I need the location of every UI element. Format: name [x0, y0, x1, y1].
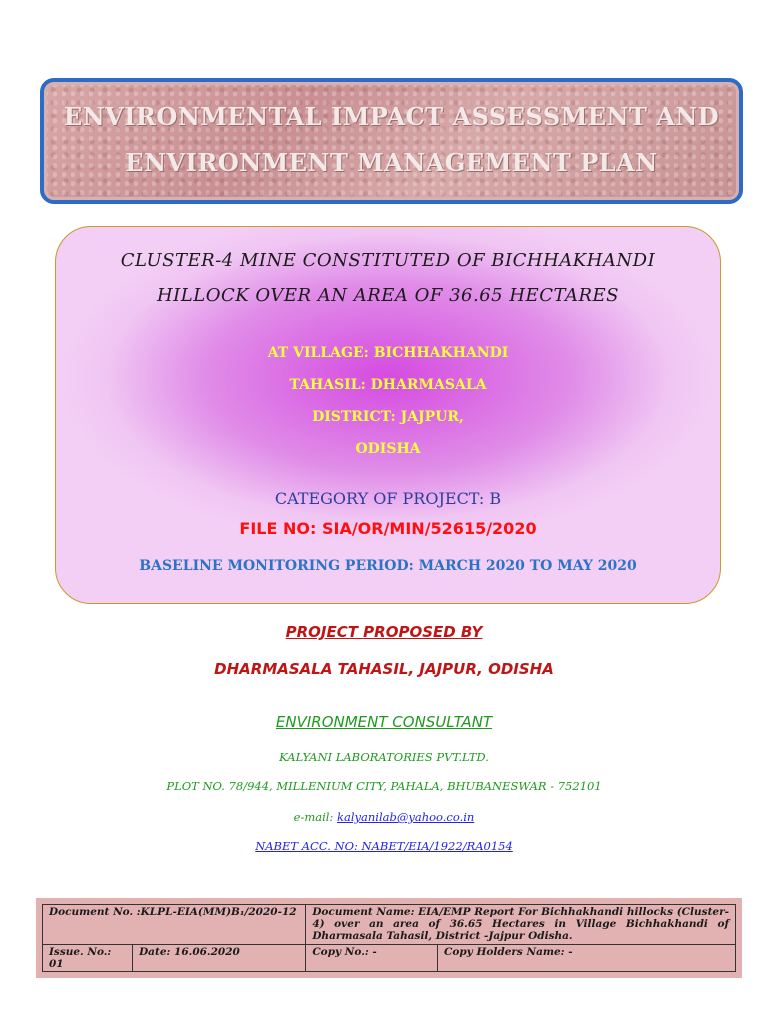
tahasil-label: TAHASIL: DHARMASALA [289, 377, 487, 393]
file-number: FILE NO: SIA/OR/MIN/52615/2020 [239, 519, 537, 538]
document-control-footer [36, 898, 742, 978]
nabet-accreditation-link[interactable]: NABET ACC. NO: NABET/EIA/1922/RA0154 [255, 839, 513, 853]
consultant-email-line [0, 810, 768, 824]
title-line-1: ENVIRONMENTAL IMPACT ASSESSMENT AND [63, 102, 720, 131]
proposed-by-heading: PROJECT PROPOSED BY [285, 623, 483, 641]
title-line-2: ENVIRONMENT MANAGEMENT PLAN [125, 148, 658, 177]
copy-holders-cell: Copy Holders Name: - [437, 944, 735, 971]
document-name-cell: Document Name: EIA/EMP Report For Bichhakhandi hillocks (Cluster-4) over an area of 36.65 Hectares in Village Bichhakhandi of Dharmasala Tahasil, District -Jajpur Odisha. [306, 905, 736, 945]
email-link[interactable]: kalyanilab@yahoo.co.in [337, 810, 475, 824]
state-label: ODISHA [355, 441, 421, 457]
project-category: CATEGORY OF PROJECT: B [274, 489, 502, 508]
project-name-line-2: HILLOCK OVER AN AREA OF 36.65 HECTARES [156, 285, 620, 306]
date-cell: Date: 16.06.2020 [133, 944, 306, 971]
proposer-name: DHARMASALA TAHASIL, JAJPUR, ODISHA [214, 660, 554, 678]
title-banner [40, 78, 743, 204]
district-label: DISTRICT: JAJPUR, [312, 409, 464, 425]
email-label: e-mail: [293, 810, 338, 824]
consultant-name: KALYANI LABORATORIES PVT.LTD. [279, 750, 489, 764]
issue-number-cell: Issue. No.: 01 [43, 944, 133, 971]
baseline-period: BASELINE MONITORING PERIOD: MARCH 2020 TO MAY 2020 [139, 558, 637, 574]
document-control-table [42, 904, 736, 972]
consultant-heading: ENVIRONMENT CONSULTANT [275, 713, 493, 731]
project-info-box [55, 226, 721, 604]
project-name-line-1: CLUSTER-4 MINE CONSTITUTED OF BICHHAKHANDI [120, 250, 656, 271]
document-number-cell: Document No. :KLPL-EIA(MM)B₁/2020-12 [43, 905, 306, 945]
consultant-address: PLOT NO. 78/944, MILLENIUM CITY, PAHALA, BHUBANESWAR - 752101 [166, 779, 602, 793]
village-label: AT VILLAGE: BICHHAKHANDI [267, 345, 509, 361]
copy-number-cell: Copy No.: - [306, 944, 438, 971]
